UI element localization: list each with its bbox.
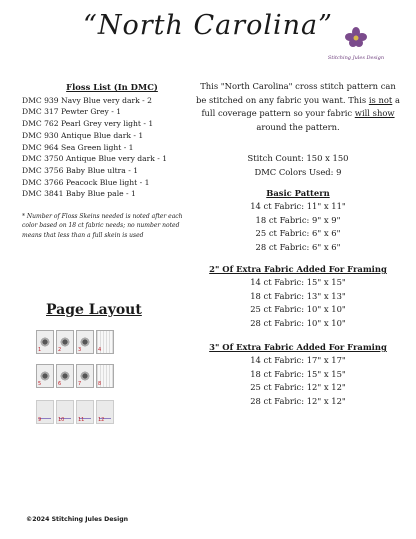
page-thumb (76, 330, 94, 354)
fabric-size-row: 14 ct Fabric: 11" x 11" (250, 201, 346, 211)
stitch-info (196, 152, 400, 179)
intro-text: This "North Carolina" cross stitch pattern can be stitched on any fabric you want. This (196, 81, 396, 105)
floss-item: DMC 3766 Peacock Blue light - 1 (22, 177, 150, 187)
page-number: 3 (78, 347, 82, 353)
basic-pattern-section (196, 187, 400, 254)
pattern-title: “North Carolina” (83, 10, 333, 41)
page-number: 6 (58, 381, 62, 387)
fabric-size-row: 28 ct Fabric: 6" x 6" (255, 241, 341, 252)
page-number: 7 (78, 381, 82, 387)
page-number: 12 (98, 417, 105, 423)
floss-item: DMC 3756 Baby Blue ultra - 1 (22, 165, 139, 175)
floss-item: DMC 930 Antique Blue dark - 1 (22, 130, 144, 140)
page-number: 1 (38, 347, 42, 353)
fabric-size-row: 18 ct Fabric: 15" x 15" (250, 368, 346, 379)
floss-heading: Floss List (In DMC) (66, 82, 158, 92)
copyright-footer: ©2024 Stitching Jules Design (26, 516, 129, 523)
brand-logo (326, 26, 386, 60)
floss-list (22, 82, 202, 200)
page-thumb (76, 364, 94, 388)
logo-text: Stitching Jules Design (327, 55, 385, 61)
intro-text: around the pattern. (256, 121, 340, 132)
floss-item: DMC 964 Sea Green light - 1 (22, 142, 134, 152)
page-thumb (36, 400, 54, 424)
page-thumb (56, 364, 74, 388)
fabric-size-row: 25 ct Fabric: 12" x 12" (250, 382, 346, 393)
floss-item: DMC 939 Navy Blue very dark - 2 (22, 95, 152, 105)
floss-item: DMC 762 Pearl Grey very light - 1 (22, 119, 154, 129)
page-layout-heading: Page Layout (46, 302, 142, 318)
intro-paragraph (196, 80, 400, 134)
page-thumb (56, 400, 74, 424)
page-number: 11 (78, 417, 85, 423)
page-number: 2 (58, 347, 62, 353)
stitch-count: Stitch Count: 150 x 150 (247, 153, 349, 163)
page-thumb (76, 400, 94, 424)
extra-fabric-2-section (196, 263, 400, 330)
page-number: 9 (38, 417, 42, 423)
basic-pattern-heading: Basic Pattern (266, 188, 330, 198)
fabric-size-row: 28 ct Fabric: 10" x 10" (250, 317, 346, 328)
extra-fabric-3-heading: 3" Of Extra Fabric Added For Framing (209, 342, 387, 352)
page-thumb (96, 400, 114, 424)
page-number: 4 (98, 347, 102, 353)
fabric-size-row: 14 ct Fabric: 15" x 15" (250, 277, 346, 287)
page-thumb (36, 364, 54, 388)
intro-text: a full coverage pattern so your fabric (201, 94, 400, 119)
page-thumb (96, 364, 114, 388)
page-thumb (36, 330, 54, 354)
fabric-size-row: 25 ct Fabric: 10" x 10" (250, 304, 346, 315)
fabric-size-row: 28 ct Fabric: 12" x 12" (250, 395, 346, 406)
floss-item: DMC 317 Pewter Grey - 1 (22, 107, 122, 117)
page-number: 8 (98, 381, 102, 387)
page-thumb (96, 330, 114, 354)
intro-emphasis: will show (354, 108, 395, 119)
floss-item: DMC 3841 Baby Blue pale - 1 (22, 189, 136, 199)
floss-item: DMC 3750 Antique Blue very dark - 1 (22, 154, 168, 164)
fabric-size-row: 25 ct Fabric: 6" x 6" (255, 228, 341, 239)
fabric-size-row: 18 ct Fabric: 9" x 9" (255, 214, 341, 225)
page-layout-grid (36, 330, 134, 434)
fabric-size-row: 18 ct Fabric: 13" x 13" (250, 290, 346, 301)
flower-logo-icon (341, 26, 371, 50)
extra-fabric-2-heading: 2" Of Extra Fabric Added For Framing (209, 264, 387, 274)
page-thumb (56, 330, 74, 354)
page-number: 10 (58, 417, 65, 423)
floss-note: * Number of Floss Skeins needed is noted after each color based on 18 ct fabric needs; no number noted means that less than a full skein is used (22, 213, 183, 239)
page-number: 5 (38, 381, 42, 387)
intro-emphasis: is not (368, 94, 393, 105)
colors-used: DMC Colors Used: 9 (254, 166, 342, 177)
fabric-size-row: 14 ct Fabric: 17" x 17" (250, 355, 346, 365)
extra-fabric-3-section (196, 341, 400, 408)
